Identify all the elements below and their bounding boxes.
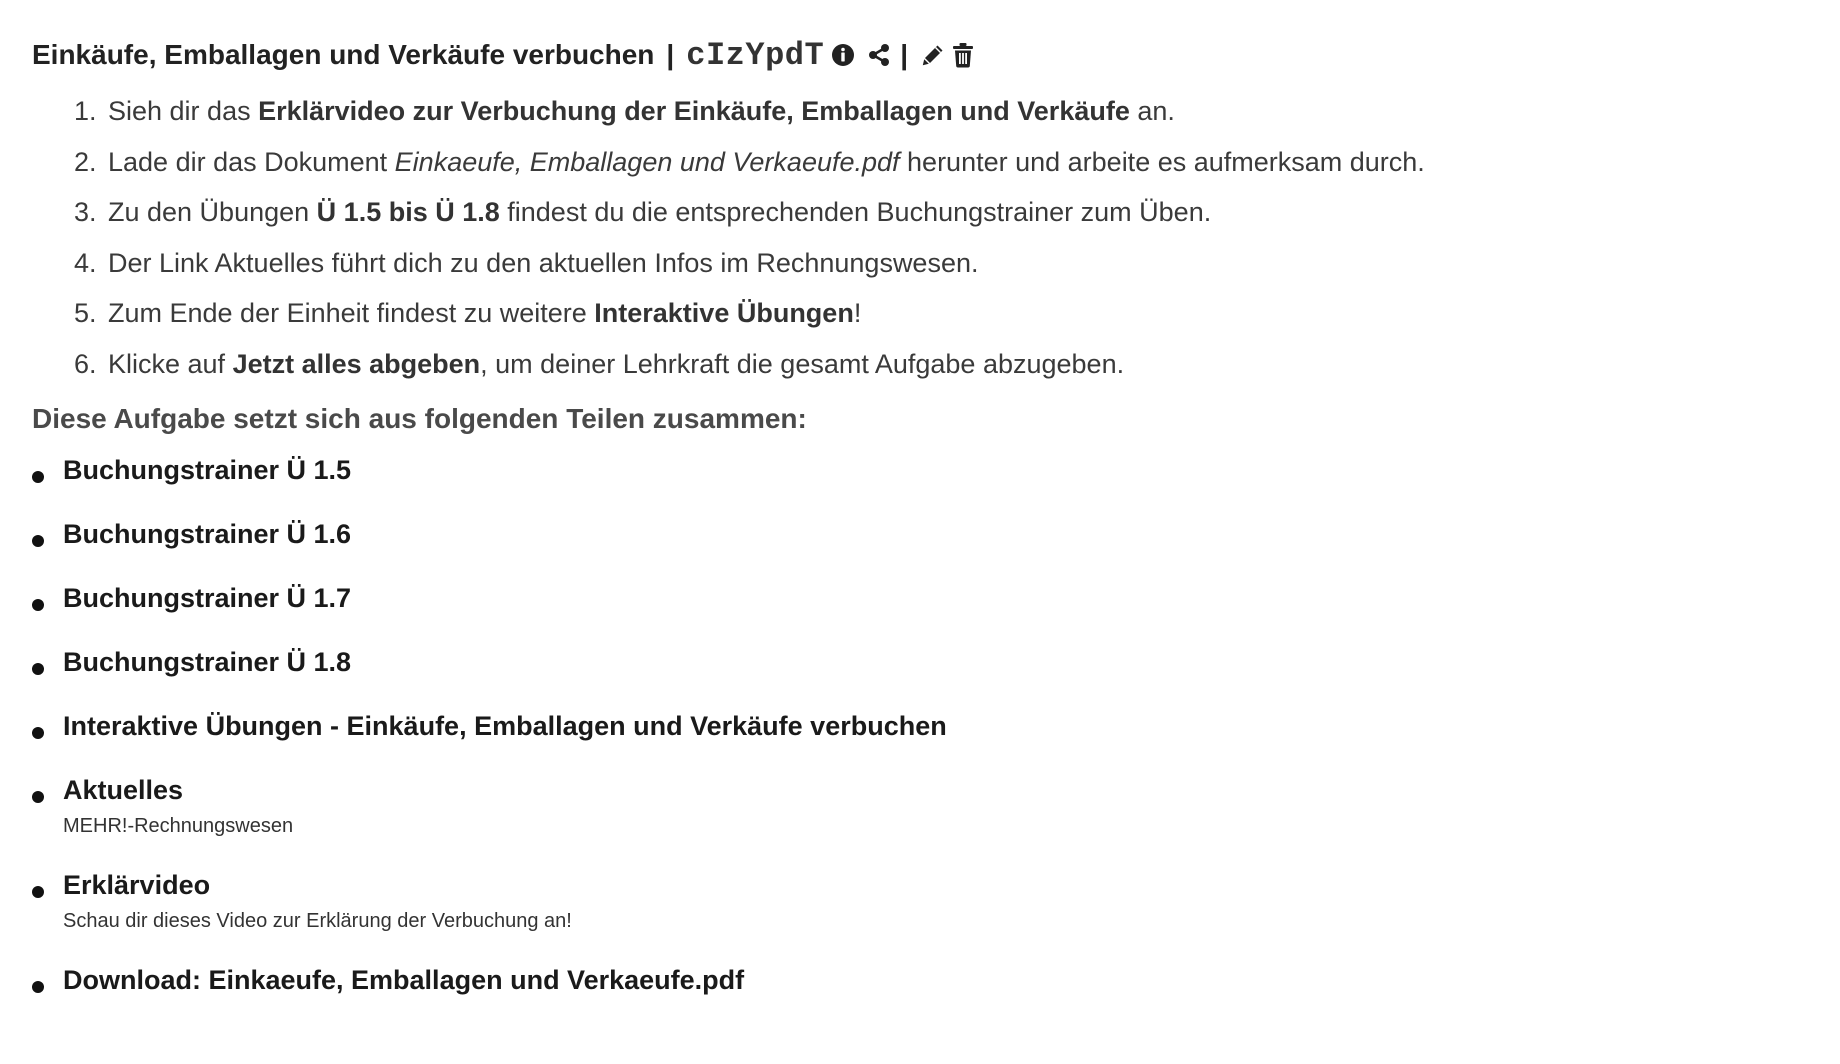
parts-heading: Diese Aufgabe setzt sich aus folgenden Teilen zusammen: [32, 403, 807, 434]
part-link[interactable]: Buchungstrainer Ü 1.7 [63, 583, 352, 613]
part-item [32, 578, 1812, 618]
instruction-step: 5. Zum Ende der Einheit findest zu weitere Interaktive Übungen! [104, 288, 1812, 339]
instruction-step: 3. Zu den Übungen Ü 1.5 bis Ü 1.8 findest du die entsprechenden Buchungstrainer zum Üben. [104, 187, 1812, 238]
part-item [32, 865, 1812, 934]
part-link[interactable]: Buchungstrainer Ü 1.8 [63, 647, 352, 677]
part-link[interactable]: Buchungstrainer Ü 1.5 [63, 455, 352, 485]
header-separator: | [666, 39, 675, 70]
part-link[interactable]: Download: Einkaeufe, Emballagen und Verkaeufe.pdf [63, 965, 745, 995]
task-title: Einkäufe, Emballagen und Verkäufe verbuchen [32, 39, 655, 70]
share-icon[interactable] [866, 42, 892, 68]
instruction-step: 1. Sieh dir das Erklärvideo zur Verbuchung der Einkäufe, Emballagen und Verkäufe an. [104, 86, 1812, 137]
part-link[interactable]: Erklärvideo [63, 870, 211, 900]
instruction-step: 4. Der Link Aktuelles führt dich zu den aktuellen Infos im Rechnungswesen. [104, 238, 1812, 289]
info-icon[interactable] [830, 42, 856, 68]
part-item [32, 642, 1812, 682]
part-item [32, 770, 1812, 839]
part-link[interactable]: Aktuelles [63, 775, 184, 805]
icon-separator: | [900, 39, 909, 70]
part-description: Schau dir dieses Video zur Erklärung der Verbuchung an! [63, 910, 572, 932]
part-item [32, 514, 1812, 554]
part-item [32, 960, 1812, 1000]
part-item [32, 706, 1812, 746]
trash-icon[interactable] [950, 42, 976, 68]
part-link[interactable]: Interaktive Übungen - Einkäufe, Emballagen und Verkäufe verbuchen [63, 711, 947, 741]
edit-icon[interactable] [920, 42, 946, 68]
part-description: MEHR!-Rechnungswesen [63, 815, 294, 837]
task-header [32, 34, 1812, 76]
instruction-step: 6. Klicke auf Jetzt alles abgeben, um deiner Lehrkraft die gesamt Aufgabe abzugeben. [104, 339, 1812, 390]
part-link[interactable]: Buchungstrainer Ü 1.6 [63, 519, 352, 549]
part-item [32, 450, 1812, 490]
task-code: cIzYpdT [686, 36, 825, 74]
parts-list [32, 450, 1812, 1000]
instruction-step: 2. Lade dir das Dokument Einkaeufe, Emballagen und Verkaeufe.pdf herunter und arbeite es aufmerksam durch. [104, 137, 1812, 188]
instruction-steps [32, 86, 1812, 389]
task-page [32, 34, 1812, 1000]
